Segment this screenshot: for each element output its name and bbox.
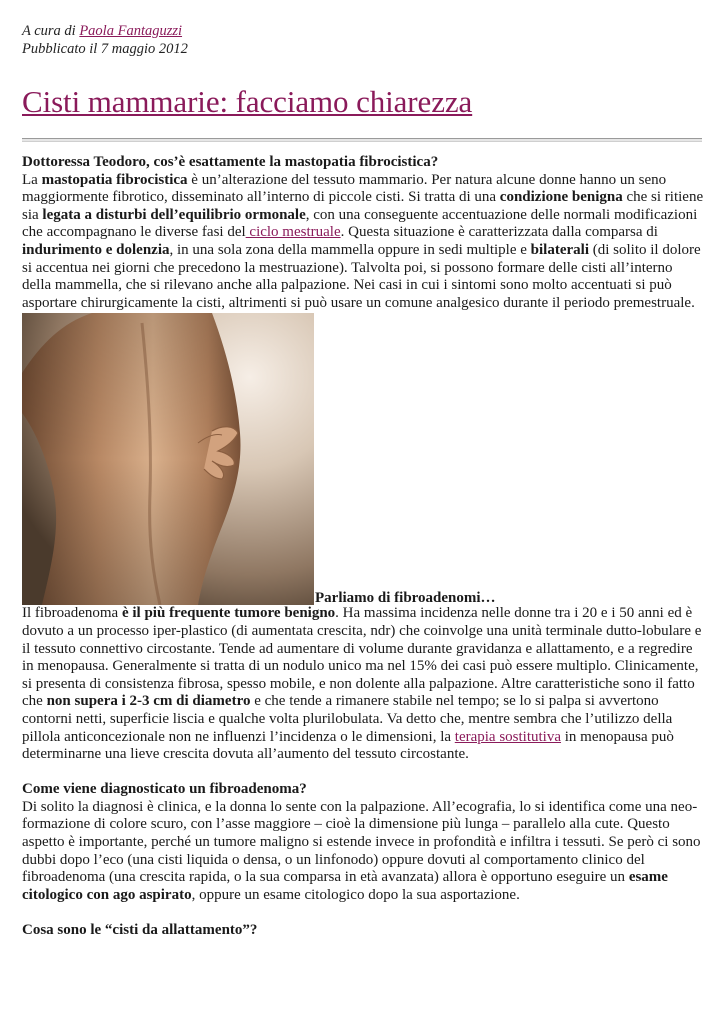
publish-date: Pubblicato il 7 maggio 2012 bbox=[22, 41, 188, 57]
byline bbox=[22, 0, 702, 40]
bold-run: condizione benigna bbox=[499, 189, 623, 206]
text-run: Di solito la diagnosi è clinica, e la donna lo sente con la palpazione. All’ecografia, lo si identifica come una neo-formazione di colore scuro, con l’asse maggiore – cioè la dimensione più lunga – parallelo alla cute. Questo aspetto è importante, perché un tumore maligno si estende invece in profondità e infiltra i tessuti. Se però ci sono dubbi dopo l’eco (una cisti liquida o densa, o un linfonodo) oppure dovuti al comportamento clinico del fibroadenoma (una crescita rapida, o la sua comparsa in età avanzata) allora è opportuno eseguire un bbox=[22, 798, 701, 886]
text-run: Il fibroadenoma bbox=[22, 605, 122, 622]
bold-run: è il più frequente tumore benigno bbox=[121, 605, 336, 622]
paragraph-gap bbox=[22, 764, 704, 782]
text-run: . Questa situazione è caratterizzata dalla comparsa di bbox=[340, 224, 658, 241]
text-run: e che tende a rimanere stabile nel tempo; se lo si palpa si avvertono contorni netti, superficie liscia e qualche volta plurilobulata. Va detto che, mentre sembra che l’utilizzo della pillola anticoncezionale non ne influenzi l’incidenza o le dimensioni, la bbox=[22, 693, 673, 745]
bold-run: bilaterali bbox=[530, 241, 589, 258]
bold-run: legata a disturbi dell’equilibrio ormonale bbox=[42, 206, 306, 223]
paragraph-fibroadenoma bbox=[22, 605, 704, 763]
question-diagnosi: Come viene diagnosticato un fibroadenoma? bbox=[22, 781, 307, 798]
figure-caption: Parliamo di fibroadenomi… bbox=[315, 589, 496, 606]
link-ciclo-mestruale[interactable]: ciclo mestruale bbox=[245, 224, 341, 241]
bold-run: esame citologico con ago aspirato bbox=[22, 869, 668, 903]
link-terapia-sostitutiva[interactable]: terapia sostitutiva bbox=[454, 728, 562, 745]
title-divider bbox=[22, 138, 702, 142]
text-run: in menopausa può determinarne una lieve crescita dovuta all’aumento del tessuto circostante. bbox=[22, 728, 674, 763]
answer-mastopatia bbox=[22, 172, 704, 313]
article-body bbox=[22, 154, 704, 940]
article-title[interactable] bbox=[22, 85, 702, 119]
text-run: che si ritiene sia bbox=[22, 189, 704, 223]
question-mastopatia: Dottoressa Teodoro, cos’è esattamente la mastopatia fibrocistica? bbox=[22, 154, 439, 170]
text-run: , in una sola zona della mammella oppure in sedi multiple e bbox=[169, 241, 531, 258]
bold-run: mastopatia fibrocistica bbox=[41, 171, 188, 188]
answer-diagnosi bbox=[22, 799, 704, 905]
article-title-text[interactable]: Cisti mammarie: facciamo chiarezza bbox=[22, 84, 473, 119]
article-photo bbox=[22, 313, 314, 605]
text-run: è un’alterazione del tessuto mammario. Per natura alcune donne hanno un seno maggiormente fibrotico, disseminato all’interno di piccole cisti. Si tratta di una bbox=[22, 171, 667, 206]
text-run: La bbox=[22, 171, 42, 188]
text-run: , con una conseguente accentuazione delle normali modificazioni che accompagnano le diverse fasi del bbox=[22, 206, 698, 241]
byline-prefix: A cura di bbox=[22, 23, 80, 39]
text-run: , oppure un esame citologico dopo la sua asportazione. bbox=[191, 886, 520, 903]
figure-row bbox=[22, 313, 704, 605]
torso-photo-illustration bbox=[22, 313, 314, 605]
text-run: . Ha massima incidenza nelle donne tra i 20 e i 50 anni ed è dovuto a un processo iper-plastico (di aumentata crescita, ndr) che coinvolge una unità terminale dutto-lobulare e il tessuto connettivo circostante. Tende ad aumentare di volume durante gravidanza e allattamento, e a regredire in menopausa. Generalmente si tratta di un nodulo unico ma nel 15% dei casi può essere multiplo. Clinicamente, si presenta di consistenza fibrosa, spesso mobile, e non dolente alla palpazione. Altre caratteristiche sono il fatto che bbox=[22, 605, 702, 710]
bold-run: indurimento e dolenzia bbox=[22, 241, 170, 258]
paragraph-gap bbox=[22, 904, 704, 922]
bold-run: non supera i 2-3 cm di diametro bbox=[46, 693, 251, 710]
question-cisti-allattamento: Cosa sono le “cisti da allattamento”? bbox=[22, 922, 258, 939]
author-link[interactable]: Paola Fantaguzzi bbox=[79, 23, 183, 39]
text-run: (di solito il dolore si accentua nei giorni che precedono la mestruazione). Talvolta poi, si possono formare delle cisti all’interno della mammella, che si rilevano anche alla palpazione. Nei casi in cui i sintomi sono molto accentuati si può asportare chirurgicamente la cisti, altrimenti si può usare un comune analgesico durante il periodo premestruale. bbox=[22, 241, 701, 311]
